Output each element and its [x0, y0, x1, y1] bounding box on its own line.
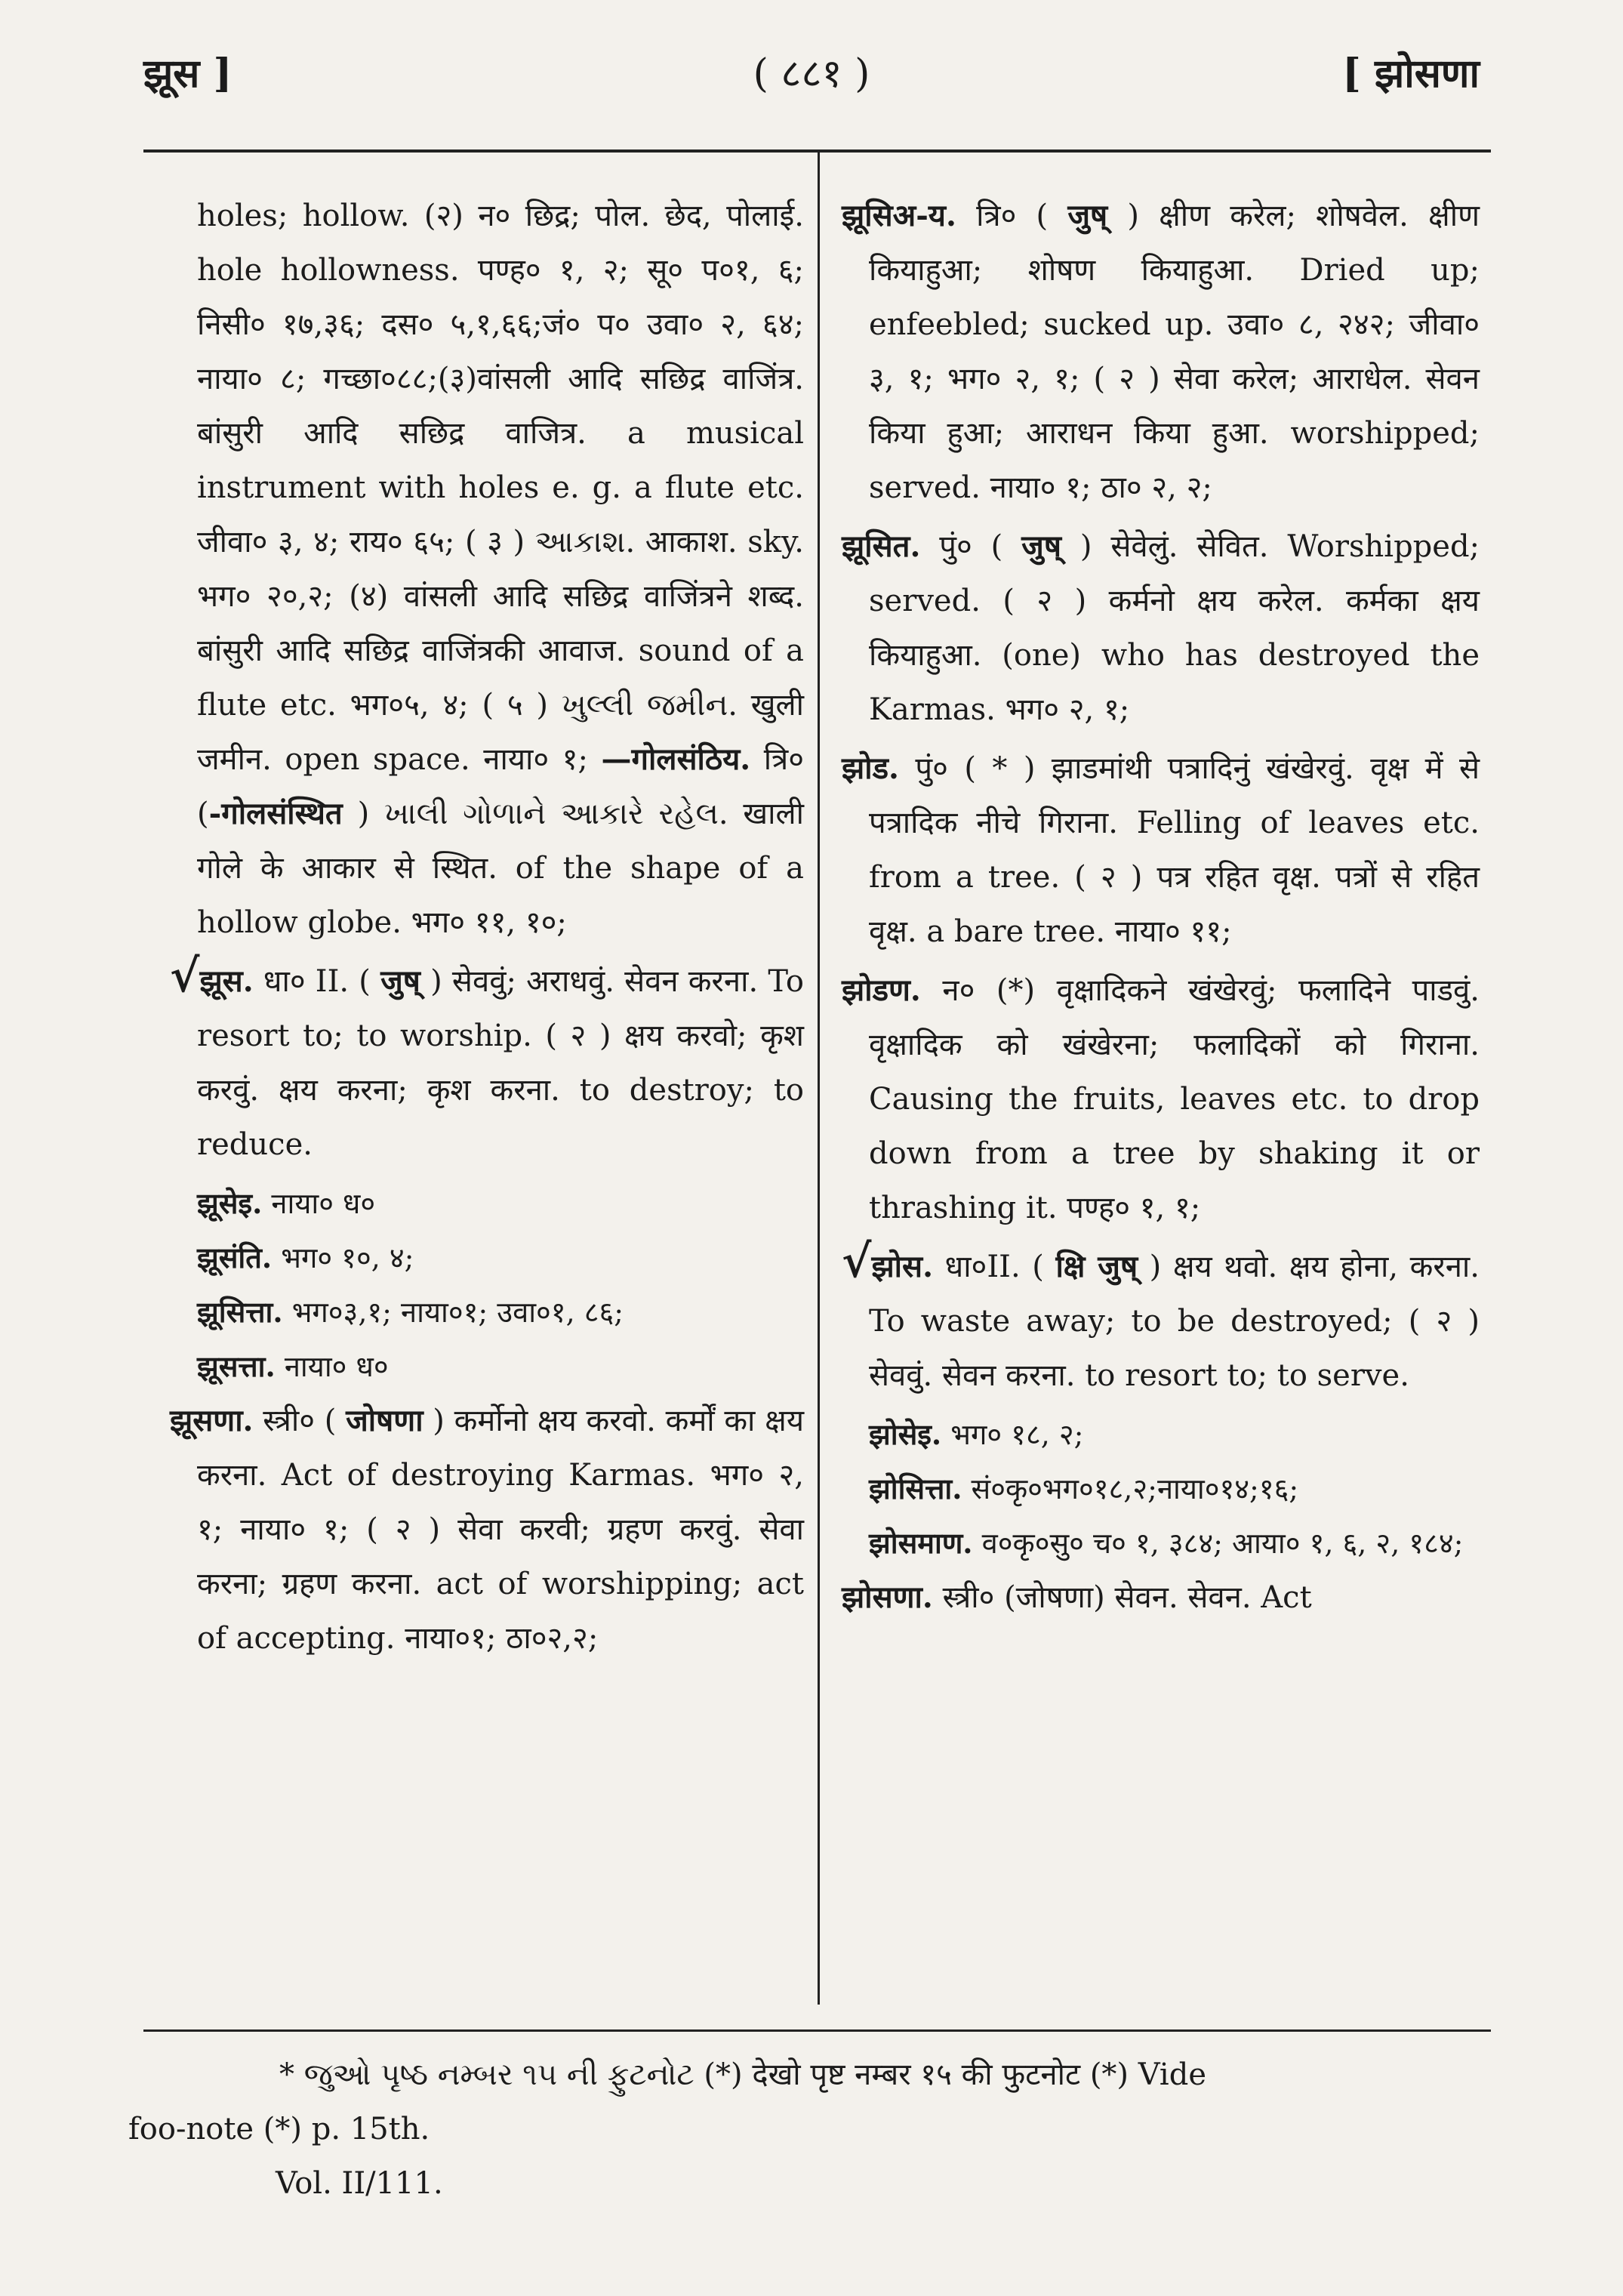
- verb-form-ref: भग० १०, ४;: [281, 1241, 414, 1274]
- verb-form-word: झोसित्ता.: [869, 1472, 962, 1505]
- sanskrit-root: क्षि जुष्: [1055, 1249, 1138, 1284]
- entry-jhusana: [170, 1394, 804, 1666]
- verb-form-ref: सं०कृ०भग०१८,२;नाया०१४;१६;: [971, 1472, 1299, 1505]
- entry-text: ) क्षय थवो. क्षय होना, करना. To waste away; to be destroyed; ( २ ) सेववुं. सेवन करना. to resort to; to serve.: [869, 1250, 1480, 1393]
- verb-form: [170, 1176, 804, 1231]
- column-divider: [818, 151, 820, 2005]
- verb-form-ref: भग० १८, २;: [950, 1418, 1084, 1451]
- entry-jhodana: [842, 963, 1480, 1235]
- headword: झोड.: [842, 750, 899, 786]
- verb-form: [170, 1231, 804, 1285]
- entry-text: holes; hollow. (२) न० छिद्र; पोल. छेद, पोलाई. hole hollowness. पण्ह० १, २; सू० प०१, ६; निसी० १७,३६; दस० ५,१,६६;जं० प० उवा० २, ६४; नाया० ८; गच्छा०८८;(३)वांसली आदि सछिद्र वाजिंत्र. बांसुरी आदि सछिद्र वाजित्र. a musical instrument with holes e. g. a flute etc. जीवा० ३, ४; राय० ६५; ( ३ ) આકાશ. आकाश. sky. भग० २०,२; (४) वांसली आदि सछिद्र वाजिंत्रने शब्द. बांसुरी आदि सछिद्र वाजिंत्रकी आवाज. sound of a flute etc. भग०५, ४; ( ५ ) ખુલ્લી જમીન. खुली जमीन. open space. नाया० १;: [197, 199, 804, 777]
- headword: झोसणा.: [842, 1579, 933, 1615]
- entry-text: ) क्षीण करेल; शोषवेल. क्षीण कियाहुआ; शोषण कियाहुआ. Dried up; enfeebled; sucked up. उवा० ८, २४२; जीवा० ३, १; भग० २, १; ( २ ) सेवा करेल; आराधेल. सेवन किया हुआ; आराधन किया हुआ. worshipped; served. नाया० १; ठा० २, २;: [869, 199, 1480, 505]
- entry-jhoda: [842, 741, 1480, 959]
- entry-text: पुं० ( * ) झाडमांथी पत्रादिनुं खंखेरवुं. वृक्ष में से पत्रादिक नीचे गिराना. Felling of leaves etc. from a tree. ( २ ) पत्र रहित वृक्ष. पत्रों से रहित वृक्ष. a bare tree. नाया० ११;: [869, 751, 1480, 949]
- entry-text: स्त्री० (जोषणा) सेवन. सेवन. Act: [942, 1580, 1312, 1615]
- entry-text: त्रि० (: [976, 199, 1049, 233]
- page-number: ( ८८१ ): [753, 51, 870, 97]
- checkmark-icon: √: [842, 1235, 872, 1288]
- verb-form-word: झूसंति.: [197, 1240, 273, 1274]
- right-column: [842, 189, 1480, 1629]
- entry-text: ) सेवेलुं. सेवित. Worshipped; served. ( २ ) कर्मनो क्षय करेल. कर्मका क्षय कियाहुआ. (one) who has destroyed the Karmas. भग० २, १;: [869, 529, 1480, 727]
- checkmark-icon: √: [170, 950, 200, 1003]
- entry-text: ) ખાલી ગોળાને આકારે રહેલ. खाली गोले के आकार से स्थित. of the shape of a hollow globe. भग० ११, १०;: [197, 797, 804, 940]
- entry-jhusita: [842, 519, 1480, 737]
- verb-form: [842, 1407, 1480, 1462]
- sub-headword: —गोलसंठिय.: [601, 741, 751, 777]
- verb-form: [842, 1462, 1480, 1516]
- verb-form: [170, 1339, 804, 1394]
- verb-form-word: झूसित्ता.: [197, 1295, 283, 1329]
- verb-form-word: झोसमाण.: [869, 1526, 973, 1560]
- entry-continuation: [170, 189, 804, 950]
- headword: झूसिअ-य.: [842, 198, 956, 233]
- volume-marker: Vol. II/111.: [276, 2166, 443, 2201]
- sanskrit-root: जोषणा: [346, 1403, 423, 1438]
- verb-form-ref: व०कृ०सु० च० १, ३८४; आया० १, ६, २, १८४;: [981, 1527, 1464, 1560]
- entry-jhusa-verb: [170, 950, 805, 1172]
- sanskrit-root: जुष्: [1067, 198, 1108, 233]
- verb-form: [170, 1285, 804, 1339]
- verb-form-word: झोसेइ.: [869, 1417, 942, 1451]
- sanskrit-root: जुष्: [1021, 529, 1061, 564]
- sanskrit-root: जुष्: [380, 963, 420, 999]
- entry-text: पुं० (: [939, 529, 1003, 564]
- entry-text: स्त्री० (: [263, 1404, 337, 1438]
- left-column: [170, 189, 804, 1670]
- footnote: [128, 2048, 1495, 2211]
- headword: झूसणा.: [170, 1403, 254, 1438]
- headword: झूसित.: [842, 529, 921, 564]
- sanskrit-root: -गोलसंस्थित: [208, 796, 343, 831]
- header-left-guide-word: झूस ]: [143, 51, 233, 97]
- verb-form: [842, 1516, 1480, 1570]
- entry-text: धा० II. (: [263, 964, 371, 999]
- verb-form-word: झूसेइ.: [197, 1186, 263, 1220]
- verb-form-ref: नाया० ध०: [284, 1350, 389, 1383]
- footnote-line: * જુઓ પૃષ્ઠ નમ્બર ૧૫ ની ફુટનોટ (*) देखो पृष्ट नम्बर १५ की फुटनोट (*) Vide: [279, 2057, 1206, 2092]
- verb-form-ref: भग०३,१; नाया०१; उवा०१, ८६;: [291, 1296, 624, 1329]
- entry-text: धा०II. (: [944, 1250, 1044, 1284]
- entry-text: ) कर्मोनो क्षय करवो. कर्मों का क्षय करना. Act of destroying Karmas. भग० २, १; नाया० १; ( २ ) सेवा करवी; ग्रहण करवुं. सेवा करना; ग्रहण करना. act of worshipping; act of accepting. नाया०१; ठा०२,२;: [197, 1404, 805, 1656]
- entry-jhosana: [842, 1570, 1480, 1625]
- headword: झोस.: [871, 1249, 934, 1284]
- entry-text: ) सेववुं; अराधवुं. सेवन करना. To resort to; to worship. ( २ ) क्षय करवो; कृश करवुं. क्षय करना; कृश करना. to destroy; to reduce.: [197, 964, 805, 1162]
- verb-form-word: झूसत्ता.: [197, 1349, 276, 1383]
- bottom-rule: [143, 2029, 1491, 2032]
- entry-text: त्रि० (: [197, 742, 804, 831]
- verb-form-ref: नाया० ध०: [271, 1187, 376, 1220]
- footnote-line: foo-note (*) p. 15th.: [128, 2112, 430, 2147]
- entry-text: न० (*) वृक्षादिकने खंखेरवुं; फलादिने पाडवुं. वृक्षादिक को खंखेरना; फलादिकों को गिराना. Causing the fruits, leaves etc. to drop down from a tree by shaking it or thrashing it. पण्ह० १, १;: [869, 973, 1480, 1225]
- headword: झूस.: [199, 963, 254, 999]
- page-header: [143, 45, 1480, 106]
- headword: झोडण.: [842, 972, 921, 1008]
- entry-jhosa-verb: [842, 1235, 1480, 1403]
- entry-jhusia: [842, 189, 1480, 515]
- header-right-guide-word: [ झोसणा: [1342, 51, 1480, 97]
